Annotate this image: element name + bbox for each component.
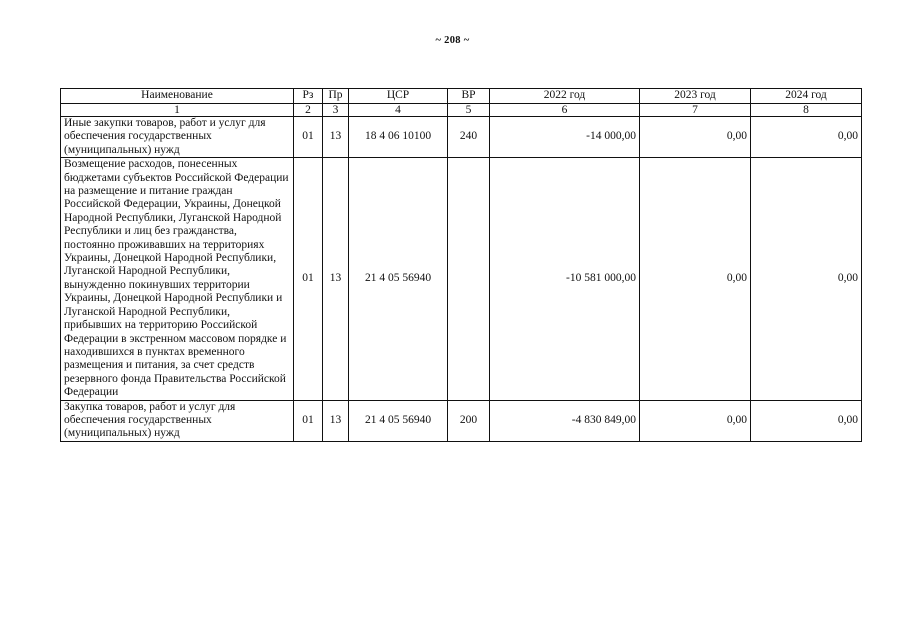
column-number: 7 bbox=[640, 104, 751, 117]
column-number: 8 bbox=[751, 104, 862, 117]
row-pr: 13 bbox=[323, 400, 349, 441]
header-csr: ЦСР bbox=[349, 89, 448, 104]
header-row bbox=[61, 89, 862, 104]
row-2023: 0,00 bbox=[640, 117, 751, 158]
row-2022: -14 000,00 bbox=[490, 117, 640, 158]
header-name: Наименование bbox=[61, 89, 294, 104]
row-2023: 0,00 bbox=[640, 158, 751, 400]
column-number: 1 bbox=[61, 104, 294, 117]
column-number: 3 bbox=[323, 104, 349, 117]
row-2024: 0,00 bbox=[751, 400, 862, 441]
row-csr: 18 4 06 10100 bbox=[349, 117, 448, 158]
row-vr: 200 bbox=[448, 400, 490, 441]
row-name: Возмещение расходов, понесенных бюджетами субъектов Российской Федерации на размещение и питание граждан Российской Федерации, Украины, Донецкой Народной Республики, Луганской Народной Республики и лиц без гражданства, постоянно проживавших на территориях Украины, Донецкой Народной Республики, Луганской Народной Республики, вынужденно покинувших территории Украины, Донецкой Народной Республики и Луганской Народной Республики, прибывших на территорию Российской Федерации в экстренном массовом порядке и находившихся в пунктах временного размещения и питания, за счет средств резервного фонда Правительства Российской Федерации bbox=[61, 158, 294, 400]
row-pr: 13 bbox=[323, 158, 349, 400]
column-number: 6 bbox=[490, 104, 640, 117]
row-vr bbox=[448, 158, 490, 400]
column-number: 5 bbox=[448, 104, 490, 117]
table-row bbox=[61, 400, 862, 441]
row-csr: 21 4 05 56940 bbox=[349, 158, 448, 400]
row-rz: 01 bbox=[294, 158, 323, 400]
row-pr: 13 bbox=[323, 117, 349, 158]
header-2023: 2023 год bbox=[640, 89, 751, 104]
header-2022: 2022 год bbox=[490, 89, 640, 104]
header-vr: ВР bbox=[448, 89, 490, 104]
header-2024: 2024 год bbox=[751, 89, 862, 104]
row-2024: 0,00 bbox=[751, 158, 862, 400]
row-2022: -4 830 849,00 bbox=[490, 400, 640, 441]
header-rz: Рз bbox=[294, 89, 323, 104]
table-row bbox=[61, 158, 862, 400]
column-number: 4 bbox=[349, 104, 448, 117]
row-rz: 01 bbox=[294, 400, 323, 441]
row-vr: 240 bbox=[448, 117, 490, 158]
table-row bbox=[61, 117, 862, 158]
row-csr: 21 4 05 56940 bbox=[349, 400, 448, 441]
budget-table bbox=[60, 88, 862, 442]
row-rz: 01 bbox=[294, 117, 323, 158]
row-2022: -10 581 000,00 bbox=[490, 158, 640, 400]
row-name: Иные закупки товаров, работ и услуг для обеспечения государственных (муниципальных) нужд bbox=[61, 117, 294, 158]
column-number: 2 bbox=[294, 104, 323, 117]
row-name: Закупка товаров, работ и услуг для обеспечения государственных (муниципальных) нужд bbox=[61, 400, 294, 441]
page-number: ~ 208 ~ bbox=[435, 35, 470, 46]
header-pr: Пр bbox=[323, 89, 349, 104]
column-number-row bbox=[61, 104, 862, 117]
row-2023: 0,00 bbox=[640, 400, 751, 441]
row-2024: 0,00 bbox=[751, 117, 862, 158]
